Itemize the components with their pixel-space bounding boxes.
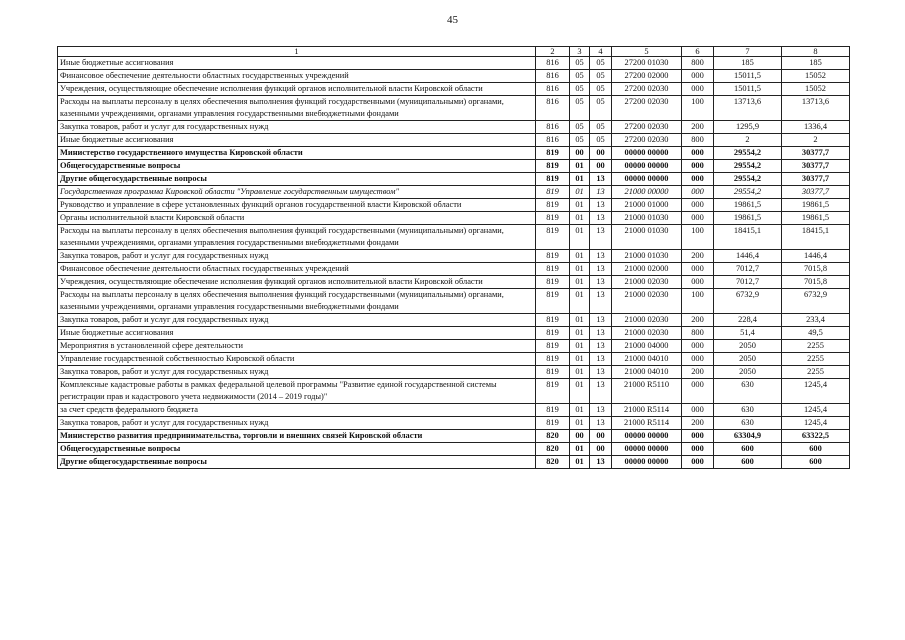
description-cell: Закупка товаров, работ и услуг для государственных нужд [58, 250, 536, 263]
table-row [58, 199, 850, 212]
expense-type-code-cell: 000 [682, 404, 714, 417]
amount-year-1-cell: 51,4 [714, 327, 782, 340]
expense-type-code-cell: 000 [682, 160, 714, 173]
target-item-code-cell: 21000 04010 [612, 366, 682, 379]
section-code-cell: 01 [570, 456, 590, 469]
amount-year-1-cell: 29554,2 [714, 160, 782, 173]
amount-year-1-cell: 228,4 [714, 314, 782, 327]
table-row [58, 212, 850, 225]
expense-type-code-cell: 200 [682, 417, 714, 430]
expense-type-code-cell: 000 [682, 199, 714, 212]
column-header-ministry-code: 2 [536, 47, 570, 57]
description-cell: Общегосударственные вопросы [58, 443, 536, 456]
target-item-code-cell: 21000 01030 [612, 225, 682, 250]
ministry-code-cell: 819 [536, 379, 570, 404]
expense-type-code-cell: 000 [682, 456, 714, 469]
subsection-code-cell: 05 [590, 57, 612, 70]
section-code-cell: 01 [570, 276, 590, 289]
ministry-code-cell: 816 [536, 70, 570, 83]
amount-year-2-cell: 1245,4 [782, 379, 850, 404]
target-item-code-cell: 21000 R5110 [612, 379, 682, 404]
section-code-cell: 01 [570, 186, 590, 199]
amount-year-2-cell: 30377,7 [782, 147, 850, 160]
section-code-cell: 00 [570, 430, 590, 443]
ministry-code-cell: 819 [536, 289, 570, 314]
target-item-code-cell: 27200 02030 [612, 134, 682, 147]
section-code-cell: 01 [570, 379, 590, 404]
ministry-code-cell: 819 [536, 340, 570, 353]
amount-year-2-cell: 1245,4 [782, 404, 850, 417]
expense-type-code-cell: 800 [682, 327, 714, 340]
amount-year-2-cell: 6732,9 [782, 289, 850, 314]
subsection-code-cell: 13 [590, 250, 612, 263]
ministry-code-cell: 819 [536, 417, 570, 430]
subsection-code-cell: 13 [590, 173, 612, 186]
description-cell: Другие общегосударственные вопросы [58, 456, 536, 469]
subsection-code-cell: 13 [590, 456, 612, 469]
table-row [58, 276, 850, 289]
description-cell: Расходы на выплаты персоналу в целях обеспечения выполнения функций государственными (муниципальными) органами, казенными учреждениями, органами управления государственными внебюджетными фондами [58, 225, 536, 250]
ministry-code-cell: 816 [536, 96, 570, 121]
target-item-code-cell: 21000 02030 [612, 276, 682, 289]
amount-year-2-cell: 7015,8 [782, 276, 850, 289]
expense-type-code-cell: 800 [682, 57, 714, 70]
amount-year-2-cell: 2255 [782, 340, 850, 353]
page-number: 45 [447, 14, 458, 26]
target-item-code-cell: 21000 02000 [612, 263, 682, 276]
section-code-cell: 01 [570, 263, 590, 276]
section-code-cell: 01 [570, 353, 590, 366]
target-item-code-cell: 27200 01030 [612, 57, 682, 70]
subsection-code-cell: 13 [590, 212, 612, 225]
section-code-cell: 01 [570, 173, 590, 186]
table-row [58, 147, 850, 160]
table-row [58, 353, 850, 366]
subsection-code-cell: 13 [590, 263, 612, 276]
amount-year-1-cell: 630 [714, 404, 782, 417]
amount-year-1-cell: 19861,5 [714, 199, 782, 212]
table-row [58, 327, 850, 340]
section-code-cell: 05 [570, 134, 590, 147]
expense-type-code-cell: 200 [682, 121, 714, 134]
target-item-code-cell: 21000 04000 [612, 340, 682, 353]
ministry-code-cell: 819 [536, 276, 570, 289]
amount-year-1-cell: 29554,2 [714, 173, 782, 186]
table-row [58, 417, 850, 430]
amount-year-1-cell: 630 [714, 379, 782, 404]
expense-type-code-cell: 000 [682, 276, 714, 289]
amount-year-2-cell: 30377,7 [782, 186, 850, 199]
description-cell: Управление государственной собственностью Кировской области [58, 353, 536, 366]
amount-year-2-cell: 49,5 [782, 327, 850, 340]
description-cell: Комплексные кадастровые работы в рамках федеральной целевой программы "Развитие единой государственной системы регистрации прав и кадастрового учета недвижимости (2014 – 2019 годы)" [58, 379, 536, 404]
subsection-code-cell: 13 [590, 314, 612, 327]
subsection-code-cell: 13 [590, 289, 612, 314]
subsection-code-cell: 00 [590, 147, 612, 160]
amount-year-2-cell: 13713,6 [782, 96, 850, 121]
target-item-code-cell: 27200 02000 [612, 70, 682, 83]
ministry-code-cell: 819 [536, 225, 570, 250]
expense-type-code-cell: 200 [682, 366, 714, 379]
section-code-cell: 05 [570, 70, 590, 83]
section-code-cell: 01 [570, 443, 590, 456]
subsection-code-cell: 13 [590, 340, 612, 353]
subsection-code-cell: 05 [590, 121, 612, 134]
amount-year-2-cell: 15052 [782, 83, 850, 96]
description-cell: Иные бюджетные ассигнования [58, 57, 536, 70]
amount-year-2-cell: 2255 [782, 366, 850, 379]
target-item-code-cell: 21000 R5114 [612, 404, 682, 417]
target-item-code-cell: 21000 02030 [612, 289, 682, 314]
amount-year-1-cell: 6732,9 [714, 289, 782, 314]
table-row [58, 443, 850, 456]
target-item-code-cell: 21000 01030 [612, 212, 682, 225]
table-row [58, 250, 850, 263]
ministry-code-cell: 819 [536, 327, 570, 340]
amount-year-1-cell: 2050 [714, 353, 782, 366]
table-row [58, 340, 850, 353]
expense-type-code-cell: 000 [682, 173, 714, 186]
subsection-code-cell: 13 [590, 199, 612, 212]
column-header-subsection: 4 [590, 47, 612, 57]
subsection-code-cell: 13 [590, 353, 612, 366]
subsection-code-cell: 05 [590, 70, 612, 83]
description-cell: Закупка товаров, работ и услуг для государственных нужд [58, 314, 536, 327]
subsection-code-cell: 13 [590, 379, 612, 404]
description-cell: Закупка товаров, работ и услуг для государственных нужд [58, 417, 536, 430]
amount-year-2-cell: 1245,4 [782, 417, 850, 430]
section-code-cell: 01 [570, 404, 590, 417]
description-cell: за счет средств федерального бюджета [58, 404, 536, 417]
section-code-cell: 05 [570, 57, 590, 70]
ministry-code-cell: 819 [536, 366, 570, 379]
section-code-cell: 01 [570, 289, 590, 314]
column-header-amount-year-1: 7 [714, 47, 782, 57]
header-row [58, 47, 850, 57]
ministry-code-cell: 816 [536, 134, 570, 147]
target-item-code-cell: 00000 00000 [612, 147, 682, 160]
amount-year-1-cell: 13713,6 [714, 96, 782, 121]
ministry-code-cell: 816 [536, 57, 570, 70]
expense-type-code-cell: 000 [682, 186, 714, 199]
section-code-cell: 01 [570, 314, 590, 327]
amount-year-1-cell: 18415,1 [714, 225, 782, 250]
table-body [58, 57, 850, 469]
ministry-code-cell: 819 [536, 173, 570, 186]
table-row [58, 404, 850, 417]
amount-year-2-cell: 233,4 [782, 314, 850, 327]
target-item-code-cell: 00000 00000 [612, 430, 682, 443]
ministry-code-cell: 819 [536, 186, 570, 199]
table-row [58, 379, 850, 404]
amount-year-1-cell: 15011,5 [714, 83, 782, 96]
target-item-code-cell: 21000 00000 [612, 186, 682, 199]
amount-year-2-cell: 15052 [782, 70, 850, 83]
target-item-code-cell: 21000 R5114 [612, 417, 682, 430]
table-row [58, 366, 850, 379]
target-item-code-cell: 27200 02030 [612, 121, 682, 134]
description-cell: Финансовое обеспечение деятельности областных государственных учреждений [58, 263, 536, 276]
amount-year-1-cell: 2 [714, 134, 782, 147]
amount-year-1-cell: 600 [714, 443, 782, 456]
expense-type-code-cell: 000 [682, 340, 714, 353]
description-cell: Государственная программа Кировской области "Управление государственным имуществом" [58, 186, 536, 199]
table-row [58, 96, 850, 121]
ministry-code-cell: 819 [536, 199, 570, 212]
subsection-code-cell: 13 [590, 366, 612, 379]
amount-year-2-cell: 63322,5 [782, 430, 850, 443]
description-cell: Общегосударственные вопросы [58, 160, 536, 173]
description-cell: Органы исполнительной власти Кировской области [58, 212, 536, 225]
amount-year-2-cell: 2 [782, 134, 850, 147]
column-header-expense-type: 6 [682, 47, 714, 57]
section-code-cell: 01 [570, 160, 590, 173]
subsection-code-cell: 13 [590, 225, 612, 250]
amount-year-1-cell: 63304,9 [714, 430, 782, 443]
table-row [58, 83, 850, 96]
description-cell: Закупка товаров, работ и услуг для государственных нужд [58, 121, 536, 134]
amount-year-2-cell: 7015,8 [782, 263, 850, 276]
amount-year-1-cell: 29554,2 [714, 147, 782, 160]
amount-year-2-cell: 19861,5 [782, 199, 850, 212]
expense-type-code-cell: 000 [682, 212, 714, 225]
target-item-code-cell: 00000 00000 [612, 160, 682, 173]
table-row [58, 456, 850, 469]
ministry-code-cell: 819 [536, 404, 570, 417]
description-cell: Учреждения, осуществляющие обеспечение исполнения функций органов исполнительной власти Кировской области [58, 276, 536, 289]
table-row [58, 289, 850, 314]
section-code-cell: 01 [570, 250, 590, 263]
description-cell: Мероприятия в установленной сфере деятельности [58, 340, 536, 353]
target-item-code-cell: 21000 02030 [612, 327, 682, 340]
budget-table [57, 46, 850, 469]
amount-year-2-cell: 30377,7 [782, 173, 850, 186]
target-item-code-cell: 21000 04010 [612, 353, 682, 366]
expense-type-code-cell: 100 [682, 96, 714, 121]
amount-year-2-cell: 600 [782, 443, 850, 456]
description-cell: Министерство развития предпринимательства, торговли и внешних связей Кировской области [58, 430, 536, 443]
subsection-code-cell: 13 [590, 276, 612, 289]
amount-year-2-cell: 18415,1 [782, 225, 850, 250]
table-row [58, 70, 850, 83]
ministry-code-cell: 820 [536, 456, 570, 469]
section-code-cell: 01 [570, 417, 590, 430]
table-row [58, 160, 850, 173]
amount-year-1-cell: 7012,7 [714, 263, 782, 276]
expense-type-code-cell: 000 [682, 379, 714, 404]
expense-type-code-cell: 000 [682, 147, 714, 160]
section-code-cell: 01 [570, 212, 590, 225]
section-code-cell: 05 [570, 96, 590, 121]
expense-type-code-cell: 800 [682, 134, 714, 147]
expense-type-code-cell: 000 [682, 353, 714, 366]
table-row [58, 430, 850, 443]
section-code-cell: 05 [570, 83, 590, 96]
section-code-cell: 05 [570, 121, 590, 134]
amount-year-1-cell: 1295,9 [714, 121, 782, 134]
ministry-code-cell: 819 [536, 212, 570, 225]
ministry-code-cell: 819 [536, 353, 570, 366]
description-cell: Иные бюджетные ассигнования [58, 134, 536, 147]
amount-year-2-cell: 30377,7 [782, 160, 850, 173]
amount-year-2-cell: 1336,4 [782, 121, 850, 134]
amount-year-1-cell: 600 [714, 456, 782, 469]
expense-type-code-cell: 200 [682, 250, 714, 263]
target-item-code-cell: 21000 02030 [612, 314, 682, 327]
table-row [58, 186, 850, 199]
section-code-cell: 01 [570, 225, 590, 250]
expense-type-code-cell: 100 [682, 289, 714, 314]
expense-type-code-cell: 000 [682, 263, 714, 276]
amount-year-1-cell: 630 [714, 417, 782, 430]
ministry-code-cell: 820 [536, 443, 570, 456]
expense-type-code-cell: 100 [682, 225, 714, 250]
amount-year-2-cell: 2255 [782, 353, 850, 366]
subsection-code-cell: 05 [590, 96, 612, 121]
description-cell: Расходы на выплаты персоналу в целях обеспечения выполнения функций государственными (муниципальными) органами, казенными учреждениями, органами управления государственными внебюджетными фондами [58, 289, 536, 314]
section-code-cell: 01 [570, 340, 590, 353]
table-row [58, 225, 850, 250]
subsection-code-cell: 00 [590, 160, 612, 173]
amount-year-1-cell: 15011,5 [714, 70, 782, 83]
expense-type-code-cell: 000 [682, 430, 714, 443]
amount-year-1-cell: 2050 [714, 366, 782, 379]
table-row [58, 57, 850, 70]
ministry-code-cell: 820 [536, 430, 570, 443]
ministry-code-cell: 819 [536, 250, 570, 263]
subsection-code-cell: 05 [590, 83, 612, 96]
section-code-cell: 01 [570, 199, 590, 212]
expense-type-code-cell: 200 [682, 314, 714, 327]
description-cell: Учреждения, осуществляющие обеспечение исполнения функций органов исполнительной власти Кировской области [58, 83, 536, 96]
target-item-code-cell: 21000 01030 [612, 250, 682, 263]
amount-year-2-cell: 19861,5 [782, 212, 850, 225]
table-row [58, 173, 850, 186]
table-row [58, 134, 850, 147]
subsection-code-cell: 00 [590, 430, 612, 443]
amount-year-1-cell: 1446,4 [714, 250, 782, 263]
subsection-code-cell: 13 [590, 404, 612, 417]
description-cell: Другие общегосударственные вопросы [58, 173, 536, 186]
amount-year-1-cell: 7012,7 [714, 276, 782, 289]
subsection-code-cell: 13 [590, 186, 612, 199]
table-row [58, 314, 850, 327]
description-cell: Финансовое обеспечение деятельности областных государственных учреждений [58, 70, 536, 83]
column-header-section: 3 [570, 47, 590, 57]
ministry-code-cell: 819 [536, 263, 570, 276]
column-header-amount-year-2: 8 [782, 47, 850, 57]
amount-year-1-cell: 19861,5 [714, 212, 782, 225]
subsection-code-cell: 00 [590, 443, 612, 456]
description-cell: Иные бюджетные ассигнования [58, 327, 536, 340]
column-header-target-item: 5 [612, 47, 682, 57]
subsection-code-cell: 05 [590, 134, 612, 147]
subsection-code-cell: 13 [590, 327, 612, 340]
target-item-code-cell: 21000 01000 [612, 199, 682, 212]
ministry-code-cell: 819 [536, 147, 570, 160]
amount-year-1-cell: 29554,2 [714, 186, 782, 199]
amount-year-2-cell: 1446,4 [782, 250, 850, 263]
target-item-code-cell: 00000 00000 [612, 443, 682, 456]
expense-type-code-cell: 000 [682, 443, 714, 456]
subsection-code-cell: 13 [590, 417, 612, 430]
description-cell: Министерство государственного имущества Кировской области [58, 147, 536, 160]
ministry-code-cell: 816 [536, 121, 570, 134]
amount-year-1-cell: 185 [714, 57, 782, 70]
ministry-code-cell: 819 [536, 160, 570, 173]
table-row [58, 263, 850, 276]
amount-year-2-cell: 185 [782, 57, 850, 70]
amount-year-2-cell: 600 [782, 456, 850, 469]
description-cell: Закупка товаров, работ и услуг для государственных нужд [58, 366, 536, 379]
description-cell: Расходы на выплаты персоналу в целях обеспечения выполнения функций государственными (муниципальными) органами, казенными учреждениями, органами управления государственными внебюджетными фондами [58, 96, 536, 121]
ministry-code-cell: 816 [536, 83, 570, 96]
expense-type-code-cell: 000 [682, 70, 714, 83]
expense-type-code-cell: 000 [682, 83, 714, 96]
target-item-code-cell: 00000 00000 [612, 456, 682, 469]
section-code-cell: 01 [570, 366, 590, 379]
ministry-code-cell: 819 [536, 314, 570, 327]
description-cell: Руководство и управление в сфере установленных функций органов государственной власти Кировской области [58, 199, 536, 212]
section-code-cell: 01 [570, 327, 590, 340]
section-code-cell: 00 [570, 147, 590, 160]
target-item-code-cell: 00000 00000 [612, 173, 682, 186]
column-header-description: 1 [58, 47, 536, 57]
target-item-code-cell: 27200 02030 [612, 96, 682, 121]
amount-year-1-cell: 2050 [714, 340, 782, 353]
target-item-code-cell: 27200 02030 [612, 83, 682, 96]
table-row [58, 121, 850, 134]
